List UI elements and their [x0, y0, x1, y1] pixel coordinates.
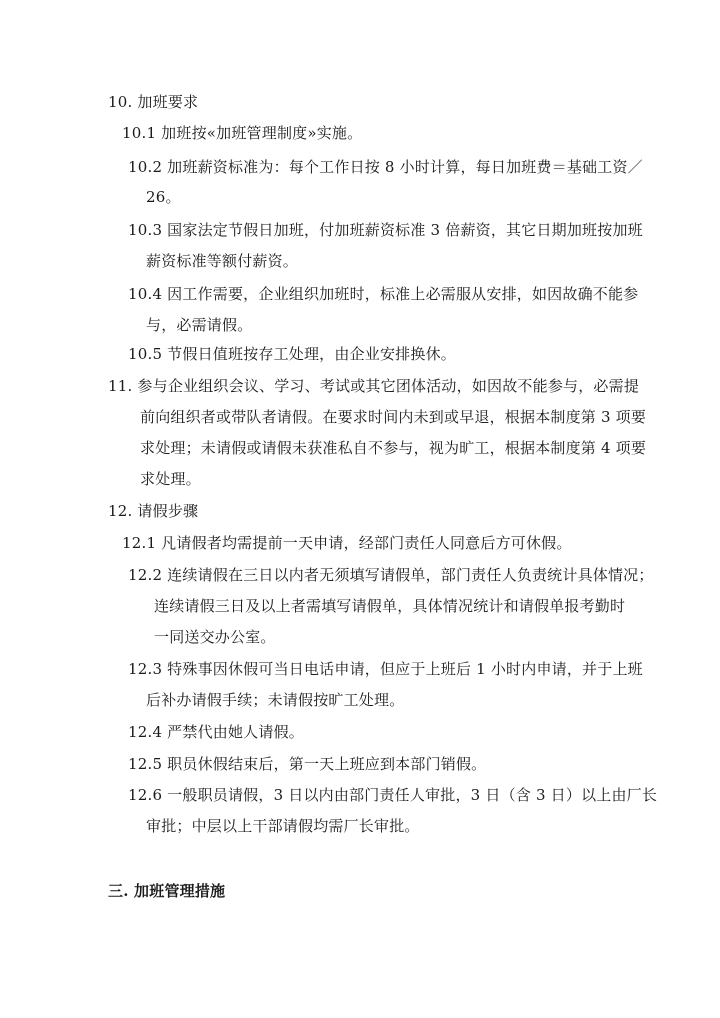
text-line: 后补办请假手续；未请假按旷工处理。	[146, 691, 405, 709]
text-line: 12.1 凡请假者均需提前一天申请，经部门责任人同意后方可休假。	[122, 534, 572, 552]
text-line: 前向组织者或带队者请假。在要求时间内未到或早退，根据本制度第 3 项要	[140, 408, 647, 426]
text-line: 12.3 特殊事因休假可当日电话申请，但应于上班后 1 小时内申请，并于上班	[128, 660, 643, 678]
text-line: 11. 参与企业组织会议、学习、考试或其它团体活动，如因故不能参与，必需提	[108, 377, 640, 395]
text-line: 10.1 加班按«加班管理制度»实施。	[122, 124, 363, 142]
text-line: 与，必需请假。	[146, 316, 253, 334]
text-line: 10. 加班要求	[108, 93, 199, 111]
text-line: 薪资标准等额付薪资。	[146, 252, 299, 270]
text-line: 审批；中层以上干部请假均需厂长审批。	[146, 817, 420, 835]
text-line: 10.2 加班薪资标准为：每个工作日按 8 小时计算，每日加班费＝基础工资／	[128, 158, 643, 176]
text-line: 12. 请假步骤	[108, 502, 199, 520]
text-line: 求处理；未请假或请假未获准私自不参与，视为旷工，根据本制度第 4 项要	[140, 439, 647, 457]
section-heading: 三. 加班管理措施	[108, 882, 226, 900]
text-line: 求处理。	[140, 470, 201, 488]
text-line: 12.2 连续请假在三日以内者无须填写请假单，部门责任人负责统计具体情况；	[128, 566, 654, 584]
text-line: 12.5 职员休假结束后，第一天上班应到本部门销假。	[128, 755, 487, 773]
text-line: 12.4 严禁代由她人请假。	[128, 723, 304, 741]
text-line: 一同送交办公室。	[154, 628, 276, 646]
text-line: 26。	[146, 188, 181, 206]
text-line: 连续请假三日及以上者需填写请假单，具体情况统计和请假单报考勤时	[154, 597, 626, 615]
text-line: 12.6 一般职员请假，3 日以内由部门责任人审批，3 日（含 3 日）以上由厂长	[128, 786, 658, 804]
text-line: 10.4 因工作需要，企业组织加班时，标准上必需服从安排，如因故确不能参	[128, 285, 639, 303]
text-line: 10.5 节假日值班按存工处理，由企业安排换休。	[128, 345, 456, 363]
text-line: 10.3 国家法定节假日加班，付加班薪资标准 3 倍薪资，其它日期加班按加班	[128, 221, 643, 239]
